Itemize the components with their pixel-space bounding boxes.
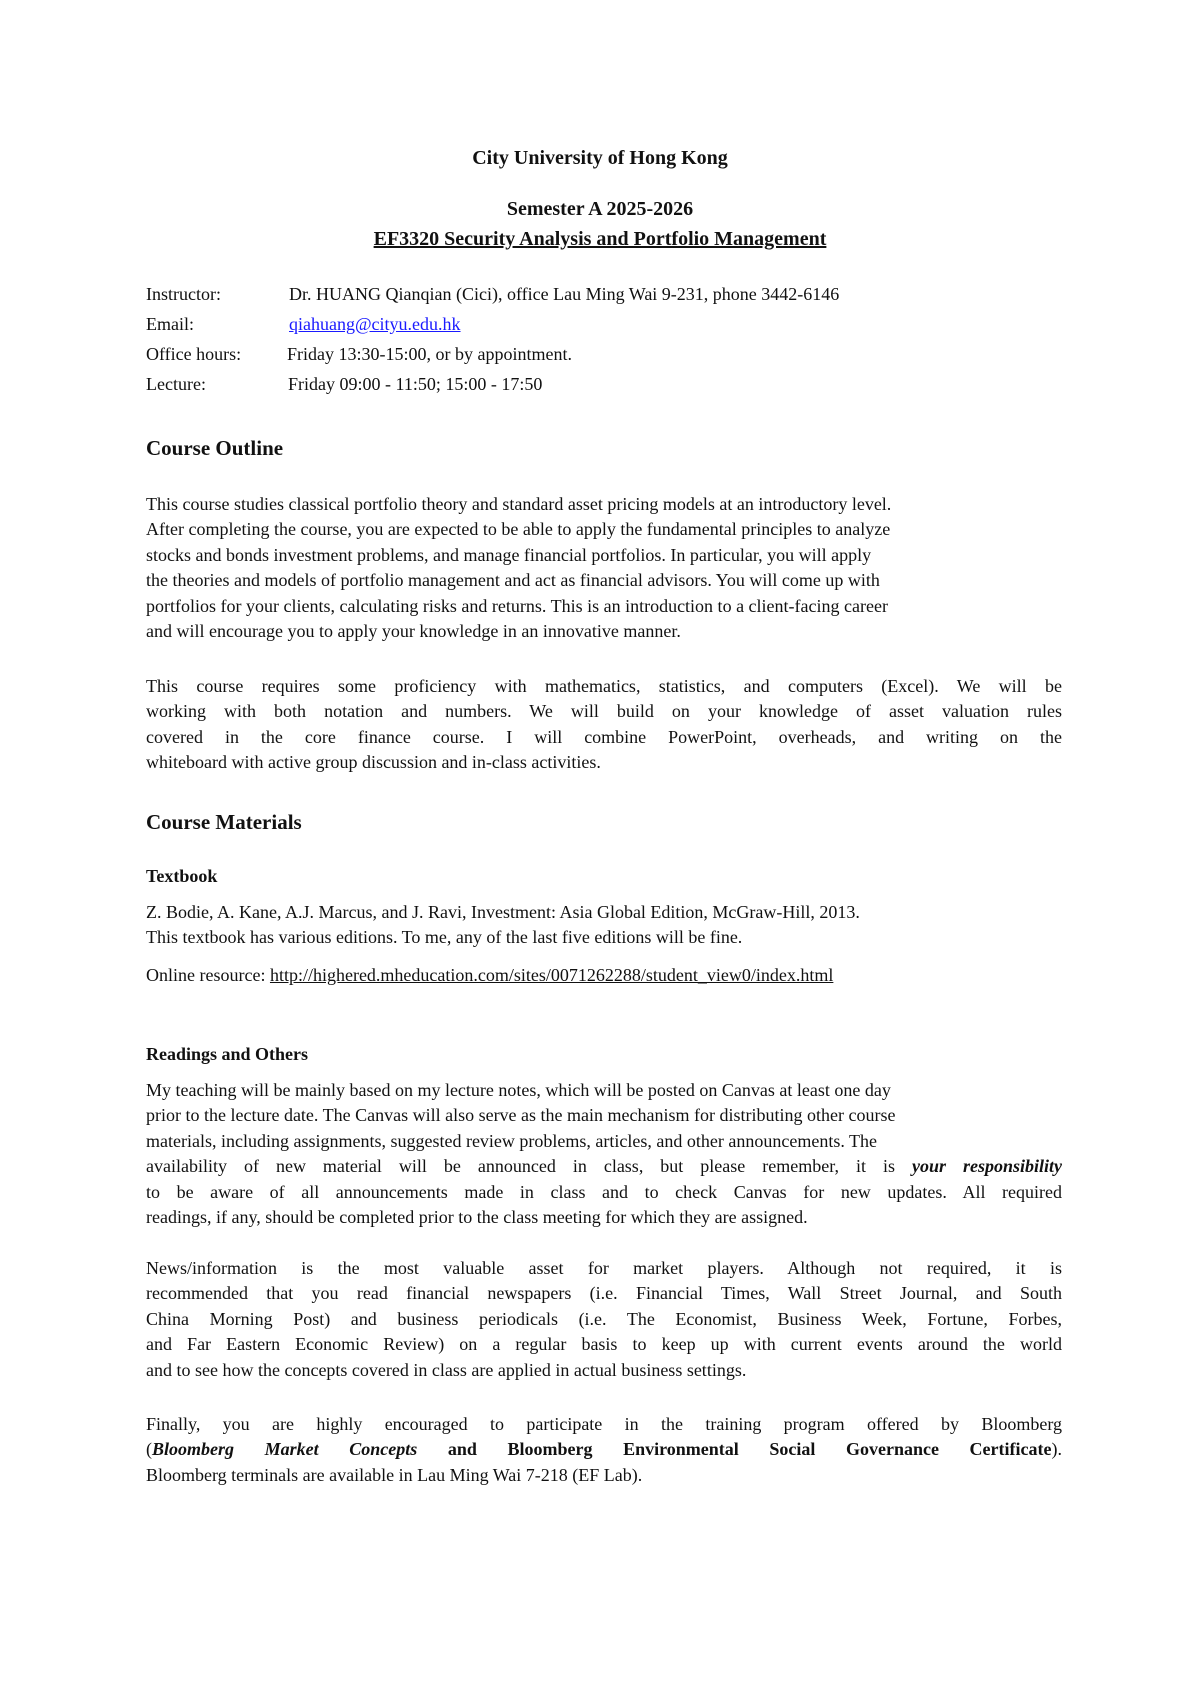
course-outline-paragraph-2: [146, 674, 1062, 776]
paragraph-line: the theories and models of portfolio management and act as financial advisors. You will come up with: [146, 570, 880, 591]
paragraph-line: Z. Bodie, A. Kane, A.J. Marcus, and J. Ravi, Investment: Asia Global Edition, McGraw-Hill, 2013.: [146, 902, 860, 922]
paragraph-line: readings, if any, should be completed prior to the class meeting for which they are assigned.: [146, 1207, 808, 1228]
paragraph-line: stocks and bonds investment problems, and manage financial portfolios. In particular, you will apply: [146, 544, 872, 565]
lecture-value: Friday 09:00 - 11:50; 15:00 - 17:50: [288, 374, 543, 394]
readings-paragraph-3: [146, 1412, 1062, 1488]
paragraph-line: This course studies classical portfolio theory and standard asset pricing models at an introductory level.: [146, 494, 892, 514]
paragraph-line: Bloomberg terminals are available in Lau Ming Wai 7-218 (EF Lab).: [146, 1464, 643, 1485]
paragraph-line: whiteboard with active group discussion and in-class activities.: [146, 752, 601, 773]
paragraph-line-with-emphasis: [146, 1154, 1062, 1179]
paragraph-line: to be aware of all announcements made in class and to check Canvas for new updates. All required: [146, 1181, 1062, 1202]
semester-title: Semester A 2025-2026: [506, 198, 694, 220]
paragraph-line: portfolios for your clients, calculating risks and returns. This is an introduction to a client-facing career: [146, 595, 888, 616]
instructor-label: Instructor:: [146, 284, 221, 304]
open-paren: (: [146, 1439, 152, 1460]
paragraph-line: working with both notation and numbers. We will build on your knowledge of asset valuation rules: [146, 701, 1062, 722]
paragraph-line: This textbook has various editions. To me, any of the last five editions will be fine.: [146, 927, 743, 948]
office-hours-value: Friday 13:30-15:00, or by appointment.: [287, 344, 572, 364]
textbook-heading: Textbook: [146, 866, 218, 886]
course-outline-paragraph-1: [146, 492, 1062, 644]
lecture-label: Lecture:: [146, 374, 206, 394]
email-label: Email:: [146, 314, 194, 334]
paragraph-line: After completing the course, you are expected to be able to apply the fundamental principles to analyze: [146, 519, 891, 540]
paragraph-line: China Morning Post) and business periodicals (i.e. The Economist, Business Week, Fortune, Forbes,: [146, 1308, 1062, 1329]
office-hours-label: Office hours:: [146, 344, 242, 364]
bloomberg-programs-line: [146, 1437, 1062, 1462]
course-outline-heading: Course Outline: [146, 436, 284, 460]
paragraph-line: prior to the lecture date. The Canvas will also serve as the main mechanism for distributing other course: [146, 1105, 896, 1126]
online-resource-line: [146, 963, 1062, 988]
paragraph-line: My teaching will be mainly based on my lecture notes, which will be posted on Canvas at least one day: [146, 1080, 891, 1100]
course-title: [0, 228, 1200, 251]
course-materials-heading: Course Materials: [146, 810, 302, 834]
online-resource-label: Online resource:: [146, 965, 270, 985]
paragraph-line: and Far Eastern Economic Review) on a regular basis to keep up with current events around the world: [146, 1334, 1062, 1355]
instructor-value: Dr. HUANG Qianqian (Cici), office Lau Ming Wai 9-231, phone 3442-6146: [289, 284, 840, 304]
paragraph-line: and to see how the concepts covered in class are applied in actual business settings.: [146, 1359, 747, 1380]
responsibility-emphasis: your responsibility: [912, 1156, 1063, 1177]
paragraph-line: materials, including assignments, suggested review problems, articles, and other announcements. The: [146, 1130, 877, 1151]
paragraph-line: Finally, you are highly encouraged to participate in the training program offered by Bloomberg: [146, 1414, 1062, 1434]
online-resource: [146, 963, 1062, 988]
paragraph-line: recommended that you read financial newspapers (i.e. Financial Times, Wall Street Journal, and South: [146, 1283, 1062, 1304]
bloomberg-market-concepts: Bloomberg Market Concepts: [152, 1439, 418, 1460]
paragraph-text: availability of new material will be announced in class, but please remember, it is: [146, 1156, 912, 1177]
online-resource-link[interactable]: http://highered.mheducation.com/sites/0071262288/student_view0/index.html: [269, 965, 834, 985]
university-title: City University of Hong Kong: [472, 147, 728, 169]
close-paren: ).: [1051, 1439, 1062, 1460]
readings-heading: Readings and Others: [146, 1044, 309, 1064]
textbook-paragraph: [146, 900, 1062, 951]
paragraph-line: This course requires some proficiency with mathematics, statistics, and computers (Excel). We will be: [146, 676, 1062, 696]
readings-paragraph-2: [146, 1256, 1062, 1383]
readings-paragraph-1: [146, 1078, 1062, 1230]
paragraph-line: covered in the core finance course. I will combine PowerPoint, overheads, and writing on the: [146, 726, 1062, 747]
bloomberg-esg-certificate: Bloomberg Environmental Social Governance Certificate: [507, 1439, 1052, 1460]
email-link[interactable]: qiahuang@cityu.edu.hk: [289, 314, 461, 334]
paragraph-line: and will encourage you to apply your knowledge in an innovative manner.: [146, 621, 681, 642]
paragraph-line: News/information is the most valuable asset for market players. Although not required, it is: [146, 1258, 1062, 1278]
course-title-text: EF3320 Security Analysis and Portfolio Management: [373, 228, 827, 250]
and-word: and: [417, 1439, 508, 1460]
